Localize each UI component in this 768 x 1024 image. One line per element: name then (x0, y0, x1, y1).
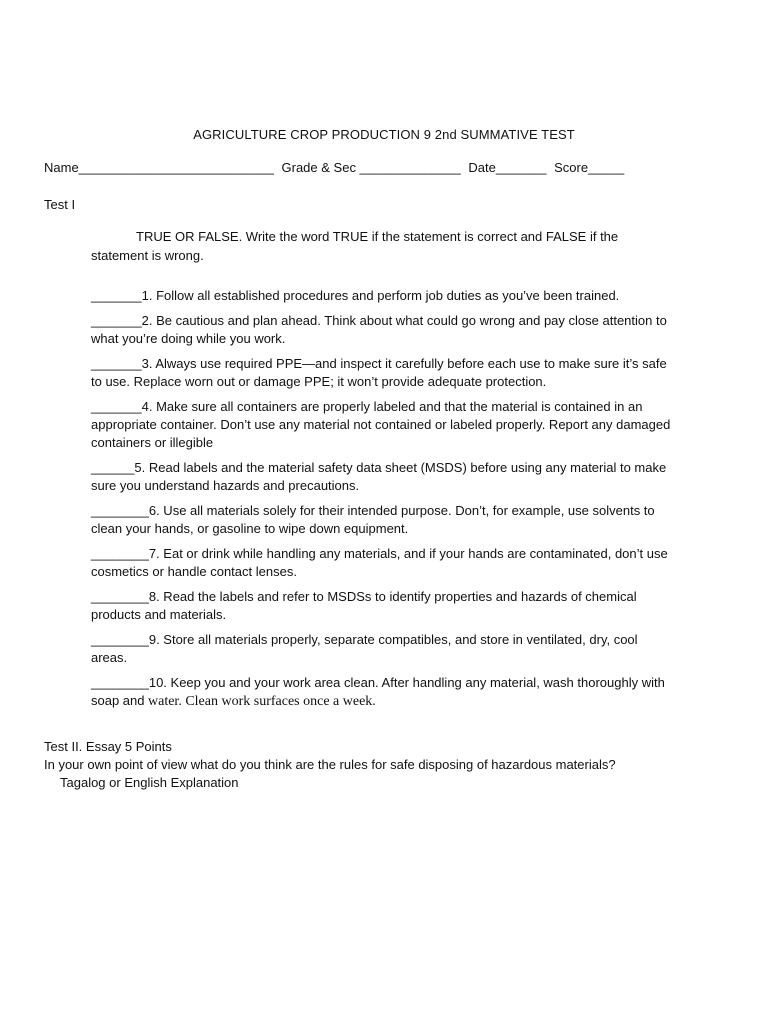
item-text: Follow all established procedures and perform job duties as you’ve been trained. (152, 288, 620, 303)
item-number: 4. (141, 399, 153, 414)
answer-blank: ________ (91, 589, 149, 604)
answer-blank: _______ (91, 356, 142, 371)
item-text-serif: water. Clean work surfaces once a week. (144, 694, 376, 709)
grade-section-field: Grade & Sec ______________ (281, 160, 461, 175)
question-item (91, 588, 671, 624)
answer-blank: ________ (91, 632, 149, 647)
item-number: 10. (148, 675, 167, 690)
question-item (91, 312, 671, 348)
item-text: Eat or drink while handling any materials, and if your hands are contaminated, don’t use cosmetics or handle contact lenses. (91, 546, 668, 579)
true-false-items (91, 287, 671, 718)
essay-explanation-note: Tagalog or English Explanation (60, 775, 239, 790)
question-item (91, 631, 671, 667)
answer-blank: _______ (91, 288, 142, 303)
question-item (91, 674, 671, 711)
item-number: 6. (148, 503, 160, 518)
date-field: Date_______ (468, 160, 547, 175)
question-item (91, 502, 671, 538)
item-number: 2. (141, 313, 153, 328)
name-field: Name___________________________ (44, 160, 274, 175)
question-item (91, 398, 671, 452)
document-title: AGRICULTURE CROP PRODUCTION 9 2nd SUMMATIVE TEST (193, 127, 575, 142)
item-text: Use all materials solely for their intended purpose. Don’t, for example, use solvents to clean your hands, or gasoline to wipe down equipment. (91, 503, 655, 536)
item-text: Read the labels and refer to MSDSs to identify properties and hazards of chemical products and materials. (91, 589, 637, 622)
answer-blank: ______ (91, 460, 135, 475)
essay-question: In your own point of view what do you think are the rules for safe disposing of hazardous materials? (44, 757, 616, 772)
test-1-instructions: TRUE OR FALSE. Write the word TRUE if the statement is correct and FALSE if the statement is wrong. (91, 229, 619, 263)
answer-blank: ________ (91, 546, 149, 561)
item-text: Make sure all containers are properly labeled and that the material is contained in an appropriate container. Don’t use any material not contained or labeled properly. Report any damaged containers or illegible (91, 399, 671, 450)
item-text: Always use required PPE—and inspect it carefully before each use to make sure it’s safe to use. Replace worn out or damage PPE; it won’t provide adequate protection. (91, 356, 667, 389)
question-item (91, 545, 671, 581)
test-2-label: Test II. Essay 5 Points (44, 739, 172, 754)
item-text: Be cautious and plan ahead. Think about what could go wrong and pay close attention to what you’re doing while you work. (91, 313, 667, 346)
item-text: Read labels and the material safety data sheet (MSDS) before using any material to make sure you understand hazards and precautions. (91, 460, 667, 493)
question-item (91, 355, 671, 391)
item-number: 3. (141, 356, 153, 371)
item-text: Keep you and your work area clean. After handling any material, wash thoroughly with soap and (91, 675, 665, 708)
student-info-line (44, 160, 628, 175)
item-number: 8. (148, 589, 160, 604)
question-item (91, 459, 671, 495)
test-1-label: Test I (44, 197, 76, 212)
answer-blank: _______ (91, 399, 142, 414)
question-item (91, 287, 671, 305)
item-number: 7. (148, 546, 160, 561)
item-number: 9. (148, 632, 160, 647)
answer-blank: ________ (91, 503, 149, 518)
score-field: Score_____ (554, 160, 625, 175)
item-number: 5. (134, 460, 146, 475)
answer-blank: ________ (91, 675, 149, 690)
answer-blank: _______ (91, 313, 142, 328)
item-number: 1. (141, 288, 153, 303)
item-text: Store all materials properly, separate compatibles, and store in ventilated, dry, cool areas. (91, 632, 638, 665)
